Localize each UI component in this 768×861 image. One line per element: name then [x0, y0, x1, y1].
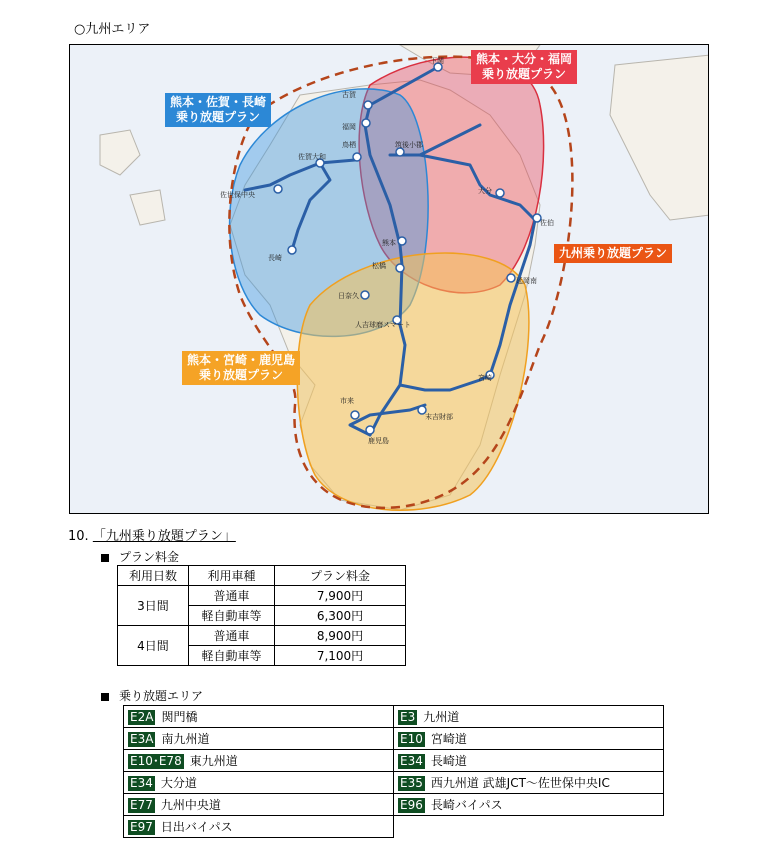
- plan-heading-title: 「九州乗り放題プラン」: [92, 529, 236, 544]
- plan-label-blue-line2: 乗り放題プラン: [176, 110, 261, 124]
- plan-label-yellow: [182, 351, 300, 385]
- plan-heading: [68, 525, 236, 544]
- route-code-badge: E97: [130, 820, 153, 834]
- fee-header-price: プラン料金: [275, 566, 406, 586]
- station-tosu: 鳥栖: [342, 141, 356, 149]
- route-code-badge: E10: [400, 732, 423, 746]
- route-name: 長崎バイパス: [430, 798, 503, 812]
- table-row: [124, 772, 664, 794]
- area-table: [123, 705, 664, 838]
- route-name: 九州道: [423, 710, 460, 724]
- station-koga: 古賀: [342, 91, 356, 99]
- area-cell: [394, 794, 664, 816]
- fee-header-days: 利用日数: [118, 566, 189, 586]
- station-kagoshima: 鹿児島: [368, 437, 389, 445]
- area-cell: [394, 728, 664, 750]
- route-code-badge: E34: [400, 754, 423, 768]
- station-sasebo-chuo: 佐世保中央: [220, 191, 255, 199]
- section-title: ○九州エリア: [74, 22, 151, 37]
- area-cell: [124, 772, 394, 794]
- fee-header-vehicle: 利用車種: [189, 566, 275, 586]
- route-name: 宮崎道: [430, 732, 467, 746]
- plan-heading-number: 10.: [68, 529, 89, 544]
- plan-label-red: [471, 50, 577, 84]
- station-matsubase: 松橋: [372, 262, 386, 270]
- table-row: [118, 586, 406, 606]
- route-code-badge: E96: [400, 798, 423, 812]
- station-sueyoshi-takarabe: 末吉財部: [425, 413, 453, 421]
- station-kumamoto: 熊本: [382, 239, 396, 247]
- table-row: [124, 728, 664, 750]
- table-row: [124, 750, 664, 772]
- plan-label-yellow-line2: 乗り放題プラン: [199, 368, 284, 382]
- area-cell: [124, 816, 394, 838]
- area-heading: [101, 687, 203, 704]
- fee-vehicle: 軽自動車等: [189, 646, 275, 666]
- route-code-badge: E3: [400, 710, 416, 724]
- route-name: 九州中央道: [160, 798, 221, 812]
- fee-vehicle: 普通車: [189, 586, 275, 606]
- table-row: [124, 816, 664, 838]
- area-heading-label: 乗り放題エリア: [119, 689, 204, 703]
- fee-price: 7,900円: [275, 586, 406, 606]
- area-cell: [124, 750, 394, 772]
- route-name: 大分道: [160, 776, 197, 790]
- area-cell: [124, 706, 394, 728]
- plan-label-orange-line1: 九州乗り放題プラン: [559, 246, 668, 260]
- fee-price: 8,900円: [275, 626, 406, 646]
- plan-label-yellow-line1: 熊本・宮崎・鹿児島: [187, 353, 296, 367]
- station-nagasaki: 長崎: [268, 254, 282, 262]
- fee-days: 3日間: [118, 586, 189, 626]
- route-code-badge: E10･E78: [130, 754, 182, 768]
- square-bullet-icon: [101, 554, 109, 562]
- station-nobeoka-minami: 延岡南: [516, 277, 537, 285]
- station-hitoyoshi-kuma-smart: 人吉球磨スマート: [355, 321, 411, 329]
- area-cell: [394, 772, 664, 794]
- station-fukuoka: 福岡: [342, 123, 356, 131]
- fee-price: 7,100円: [275, 646, 406, 666]
- station-oita: 大分: [478, 187, 492, 195]
- square-bullet-icon: [101, 693, 109, 701]
- fee-table-header: [118, 566, 406, 586]
- station-chikugo-ogori: 筑後小郡: [395, 141, 423, 149]
- station-ichiki: 市来: [340, 397, 354, 405]
- route-name: 東九州道: [189, 754, 238, 768]
- table-row: [124, 794, 664, 816]
- fee-table: [117, 565, 406, 666]
- station-shimonoseki: 下関: [430, 57, 444, 65]
- plan-label-red-line2: 乗り放題プラン: [482, 67, 567, 81]
- route-code-badge: E3A: [130, 732, 154, 746]
- fee-vehicle: 普通車: [189, 626, 275, 646]
- table-row: [124, 706, 664, 728]
- land-islands: [100, 130, 165, 225]
- land-shikoku: [610, 55, 709, 220]
- fee-price: 6,300円: [275, 606, 406, 626]
- route-name: 西九州道 武雄JCT～佐世保中央IC: [430, 776, 610, 790]
- kyushu-map: [69, 44, 709, 514]
- plan-label-red-line1: 熊本・大分・福岡: [476, 52, 573, 66]
- station-saga-yamato: 佐賀大和: [298, 153, 326, 161]
- route-name: 南九州道: [161, 732, 210, 746]
- route-name: 日出バイパス: [160, 820, 233, 834]
- fee-heading: [101, 548, 179, 565]
- fee-vehicle: 軽自動車等: [189, 606, 275, 626]
- area-cell: [394, 706, 664, 728]
- area-yellow: [297, 253, 529, 510]
- route-name: 長崎道: [430, 754, 467, 768]
- area-cell: [394, 750, 664, 772]
- route-name: 関門橋: [161, 710, 198, 724]
- plan-label-orange: [554, 244, 672, 263]
- station-saiki: 佐伯: [540, 219, 554, 227]
- route-code-badge: E35: [400, 776, 423, 790]
- route-code-badge: E34: [130, 776, 153, 790]
- area-cell: [124, 794, 394, 816]
- area-cell: [124, 728, 394, 750]
- station-hinagu: 日奈久: [338, 292, 359, 300]
- route-code-badge: E2A: [130, 710, 154, 724]
- station-miyazaki: 宮崎: [478, 374, 492, 382]
- plan-label-blue-line1: 熊本・佐賀・長崎: [170, 95, 267, 109]
- fee-days: 4日間: [118, 626, 189, 666]
- fee-heading-label: プラン料金: [119, 550, 180, 564]
- plan-label-blue: [165, 93, 271, 127]
- route-code-badge: E77: [130, 798, 153, 812]
- table-row: [118, 626, 406, 646]
